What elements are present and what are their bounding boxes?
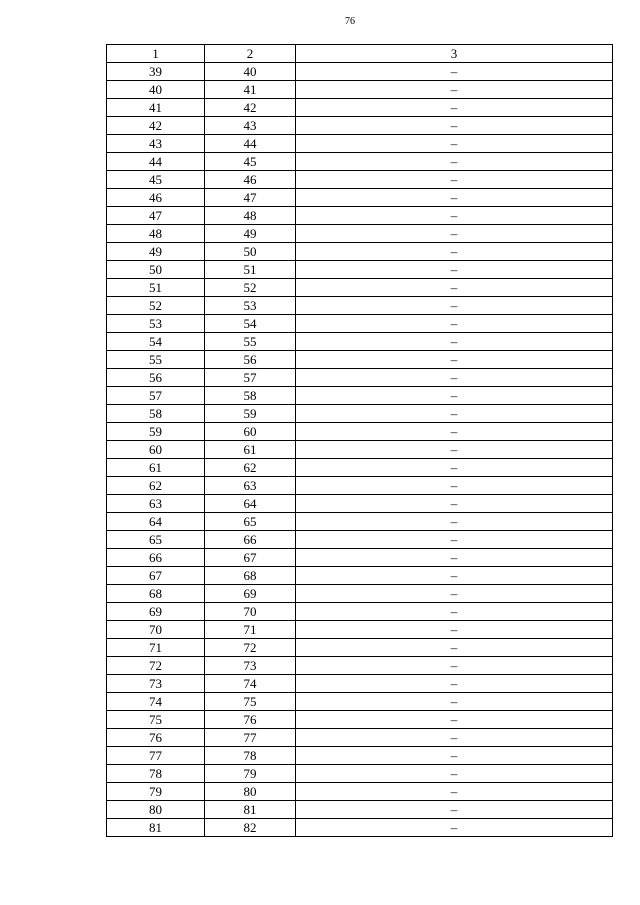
table-cell-col2: 64	[205, 495, 296, 513]
table-cell-col2: 40	[205, 63, 296, 81]
table-row	[107, 423, 613, 441]
table-cell-col2: 56	[205, 351, 296, 369]
table-cell-col1: 41	[107, 99, 205, 117]
table-row	[107, 81, 613, 99]
table-cell-col2: 46	[205, 171, 296, 189]
table-cell-col2: 57	[205, 369, 296, 387]
table-cell-col3: –	[296, 153, 613, 171]
table-cell-col2: 81	[205, 801, 296, 819]
table-cell-col2: 74	[205, 675, 296, 693]
table-row	[107, 819, 613, 837]
table-cell-col3: –	[296, 387, 613, 405]
page-number: 76	[345, 16, 355, 27]
table-cell-col2: 63	[205, 477, 296, 495]
table-cell-col1: 56	[107, 369, 205, 387]
table-cell-col2: 80	[205, 783, 296, 801]
table-cell-col3: –	[296, 81, 613, 99]
table-cell-col3: –	[296, 207, 613, 225]
table-cell-col2: 82	[205, 819, 296, 837]
table-cell-col3: –	[296, 297, 613, 315]
table-cell-col3: –	[296, 99, 613, 117]
table-cell-col2: 78	[205, 747, 296, 765]
table-row	[107, 189, 613, 207]
table-cell-col3: –	[296, 765, 613, 783]
table-cell-col3: –	[296, 747, 613, 765]
table-cell-col1: 58	[107, 405, 205, 423]
table-cell-col1: 81	[107, 819, 205, 837]
table-row	[107, 765, 613, 783]
table-row	[107, 387, 613, 405]
table-cell-col2: 52	[205, 279, 296, 297]
table-cell-col1: 53	[107, 315, 205, 333]
column-header-3: 3	[296, 45, 613, 63]
table-cell-col1: 66	[107, 549, 205, 567]
data-table	[106, 44, 613, 837]
table-cell-col3: –	[296, 693, 613, 711]
table-cell-col1: 46	[107, 189, 205, 207]
table-row	[107, 747, 613, 765]
table-cell-col1: 60	[107, 441, 205, 459]
table-cell-col2: 79	[205, 765, 296, 783]
table-cell-col1: 48	[107, 225, 205, 243]
table-cell-col1: 63	[107, 495, 205, 513]
table-row	[107, 243, 613, 261]
table-cell-col2: 55	[205, 333, 296, 351]
table-row	[107, 549, 613, 567]
table-row	[107, 315, 613, 333]
table-row	[107, 135, 613, 153]
table-cell-col3: –	[296, 279, 613, 297]
table-cell-col1: 69	[107, 603, 205, 621]
table-cell-col1: 39	[107, 63, 205, 81]
table-cell-col1: 50	[107, 261, 205, 279]
column-header-2: 2	[205, 45, 296, 63]
table-cell-col3: –	[296, 603, 613, 621]
table-row	[107, 441, 613, 459]
table-cell-col3: –	[296, 171, 613, 189]
table-row	[107, 675, 613, 693]
table-cell-col3: –	[296, 441, 613, 459]
table-row	[107, 801, 613, 819]
table-cell-col2: 51	[205, 261, 296, 279]
table-cell-col2: 71	[205, 621, 296, 639]
table-cell-col3: –	[296, 135, 613, 153]
table-row	[107, 585, 613, 603]
table-cell-col1: 59	[107, 423, 205, 441]
table-cell-col3: –	[296, 495, 613, 513]
column-header-1: 1	[107, 45, 205, 63]
table-cell-col2: 50	[205, 243, 296, 261]
table-cell-col3: –	[296, 657, 613, 675]
table-row	[107, 279, 613, 297]
table-cell-col1: 43	[107, 135, 205, 153]
table-body	[107, 63, 613, 837]
table-cell-col2: 65	[205, 513, 296, 531]
table-cell-col3: –	[296, 423, 613, 441]
table-row	[107, 117, 613, 135]
table-cell-col2: 73	[205, 657, 296, 675]
table-cell-col2: 69	[205, 585, 296, 603]
table-cell-col1: 44	[107, 153, 205, 171]
table-cell-col3: –	[296, 243, 613, 261]
table-cell-col3: –	[296, 63, 613, 81]
table-cell-col1: 47	[107, 207, 205, 225]
table-cell-col3: –	[296, 225, 613, 243]
table-cell-col2: 77	[205, 729, 296, 747]
table-row	[107, 333, 613, 351]
table-cell-col2: 48	[205, 207, 296, 225]
table-cell-col3: –	[296, 639, 613, 657]
table-cell-col3: –	[296, 405, 613, 423]
table-cell-col1: 72	[107, 657, 205, 675]
table-row	[107, 729, 613, 747]
table-cell-col1: 75	[107, 711, 205, 729]
table-cell-col3: –	[296, 333, 613, 351]
table-cell-col3: –	[296, 729, 613, 747]
table-cell-col2: 58	[205, 387, 296, 405]
table-cell-col2: 76	[205, 711, 296, 729]
table-row	[107, 297, 613, 315]
table-cell-col1: 57	[107, 387, 205, 405]
table-cell-col1: 51	[107, 279, 205, 297]
table-row	[107, 459, 613, 477]
table-cell-col3: –	[296, 621, 613, 639]
table-row	[107, 99, 613, 117]
table-cell-col3: –	[296, 369, 613, 387]
table-cell-col2: 54	[205, 315, 296, 333]
table-cell-col1: 73	[107, 675, 205, 693]
table-row	[107, 369, 613, 387]
table-cell-col3: –	[296, 315, 613, 333]
table-cell-col1: 80	[107, 801, 205, 819]
table-row	[107, 513, 613, 531]
table-cell-col3: –	[296, 531, 613, 549]
table-cell-col2: 66	[205, 531, 296, 549]
table-row	[107, 531, 613, 549]
table-cell-col1: 54	[107, 333, 205, 351]
table-cell-col1: 40	[107, 81, 205, 99]
table-cell-col1: 68	[107, 585, 205, 603]
table-cell-col1: 62	[107, 477, 205, 495]
table-cell-col1: 70	[107, 621, 205, 639]
table-cell-col1: 65	[107, 531, 205, 549]
table-cell-col2: 59	[205, 405, 296, 423]
table-row	[107, 207, 613, 225]
table-cell-col1: 61	[107, 459, 205, 477]
table-cell-col3: –	[296, 675, 613, 693]
table-cell-col2: 62	[205, 459, 296, 477]
table-row	[107, 153, 613, 171]
table-cell-col2: 61	[205, 441, 296, 459]
table-cell-col3: –	[296, 351, 613, 369]
table-row	[107, 261, 613, 279]
table-cell-col3: –	[296, 477, 613, 495]
table-cell-col3: –	[296, 549, 613, 567]
table-row	[107, 603, 613, 621]
table-header-row	[107, 45, 613, 63]
table-cell-col2: 68	[205, 567, 296, 585]
table-cell-col2: 47	[205, 189, 296, 207]
table-cell-col3: –	[296, 459, 613, 477]
table-cell-col1: 64	[107, 513, 205, 531]
table-row	[107, 639, 613, 657]
table-cell-col2: 70	[205, 603, 296, 621]
table-cell-col3: –	[296, 567, 613, 585]
table-cell-col3: –	[296, 711, 613, 729]
table-cell-col2: 75	[205, 693, 296, 711]
table-cell-col1: 79	[107, 783, 205, 801]
table-cell-col3: –	[296, 189, 613, 207]
table-cell-col1: 78	[107, 765, 205, 783]
table-cell-col2: 72	[205, 639, 296, 657]
table-cell-col3: –	[296, 261, 613, 279]
table-row	[107, 567, 613, 585]
table-row	[107, 225, 613, 243]
table-row	[107, 495, 613, 513]
table-cell-col2: 60	[205, 423, 296, 441]
table-cell-col2: 53	[205, 297, 296, 315]
table-cell-col3: –	[296, 783, 613, 801]
table-cell-col3: –	[296, 513, 613, 531]
table-cell-col3: –	[296, 117, 613, 135]
table-cell-col2: 41	[205, 81, 296, 99]
table-row	[107, 621, 613, 639]
table-cell-col1: 42	[107, 117, 205, 135]
table-row	[107, 477, 613, 495]
table-cell-col2: 43	[205, 117, 296, 135]
table-row	[107, 711, 613, 729]
table-cell-col2: 67	[205, 549, 296, 567]
table-cell-col1: 55	[107, 351, 205, 369]
table-cell-col3: –	[296, 819, 613, 837]
table-cell-col1: 74	[107, 693, 205, 711]
table-cell-col1: 52	[107, 297, 205, 315]
table-cell-col1: 45	[107, 171, 205, 189]
table-row	[107, 657, 613, 675]
table-row	[107, 351, 613, 369]
table-cell-col3: –	[296, 585, 613, 603]
table-cell-col2: 44	[205, 135, 296, 153]
table-cell-col1: 67	[107, 567, 205, 585]
table-cell-col2: 49	[205, 225, 296, 243]
table-cell-col1: 76	[107, 729, 205, 747]
table-cell-col2: 42	[205, 99, 296, 117]
table-cell-col2: 45	[205, 153, 296, 171]
table-row	[107, 693, 613, 711]
table-cell-col1: 49	[107, 243, 205, 261]
table-row	[107, 171, 613, 189]
table-cell-col1: 77	[107, 747, 205, 765]
table-row	[107, 63, 613, 81]
table-cell-col1: 71	[107, 639, 205, 657]
table-cell-col3: –	[296, 801, 613, 819]
table-row	[107, 405, 613, 423]
table-row	[107, 783, 613, 801]
